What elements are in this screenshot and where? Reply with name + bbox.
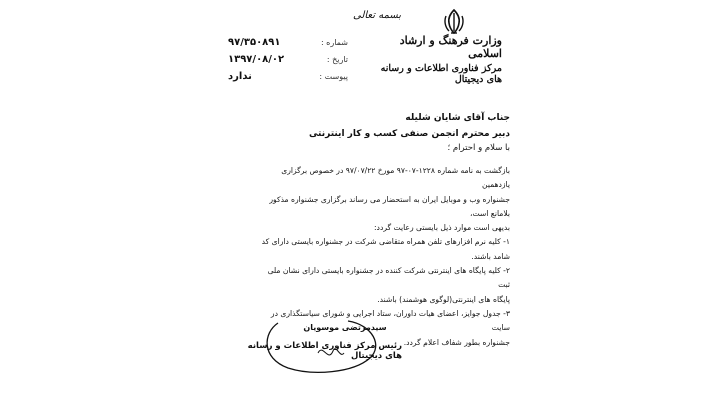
- letter-attachment: ندارد: [228, 71, 252, 82]
- basmala: بسمه تعالی: [353, 10, 402, 21]
- organization-line1: وزارت فرهنگ و ارشاد اسلامی: [399, 34, 502, 60]
- signatory-title: رئیس مرکز فناوری اطلاعات و رسانه های دیجیتال: [247, 341, 402, 361]
- letter-number: ۹۷/۳۵۰۸۹۱: [228, 37, 281, 48]
- letter-date: ۱۳۹۷/۰۸/۰۲: [228, 54, 285, 65]
- meta-label: شماره :: [320, 38, 348, 47]
- iran-emblem-icon: [440, 8, 468, 36]
- body-line: بدیهی است موارد ذیل بایستی رعایت گردد:: [374, 223, 510, 233]
- recipient: [300, 110, 510, 142]
- meta-date-row: [228, 51, 348, 68]
- signatory-name: سیدمرتضی موسویان: [303, 323, 387, 332]
- recipient-name: جناب آقای شایان شلیله: [405, 113, 510, 123]
- meta-label: تاریخ :: [326, 55, 348, 64]
- body-line: پایگاه های اینترنتی(لوگوی هوشمند) باشند.: [377, 294, 510, 304]
- meta-attachment-row: [228, 68, 348, 85]
- body-line: جشنواره بطور شفاف اعلام گردد.: [403, 337, 510, 347]
- organization-name: [372, 34, 502, 85]
- meta-label: پیوست :: [319, 72, 348, 81]
- body-line: جشنواره وب و موبایل ایران به استحضار می رساند برگزاری جشنواره مذکور بلامانع است،: [269, 194, 510, 218]
- body-line: ۳- جدول جوایز، اعضای هیات داوران، ستاد اجرایی و شورای سیاستگذاری در سایت: [270, 308, 510, 333]
- letter-meta: [228, 34, 348, 85]
- organization-line2: مرکز فناوری اطلاعات و رسانه های دیجیتال: [380, 63, 502, 85]
- meta-number-row: [228, 34, 348, 51]
- recipient-title: دبیر محترم انجمن صنفی کسب و کار اینترنتی: [308, 129, 510, 139]
- salutation: با سلام و احترام ؛: [447, 143, 510, 153]
- body-line: بازگشت به نامه شماره ۱۲۲۸-۰۷-۹۷ مورخ ۹۷/۰۷/۲۲ در خصوص برگزاری یازدهمین: [281, 166, 510, 190]
- body-line: ۱- کلیه نرم افزارهای تلفن همراه متقاضی شرکت در جشنواره بایستی دارای کد شامد باشند.: [261, 237, 510, 261]
- body-line: ۲- کلیه پایگاه های اینترنتی شرکت کننده در جشنواره بایستی دارای نشان ملی ثبت: [267, 266, 510, 290]
